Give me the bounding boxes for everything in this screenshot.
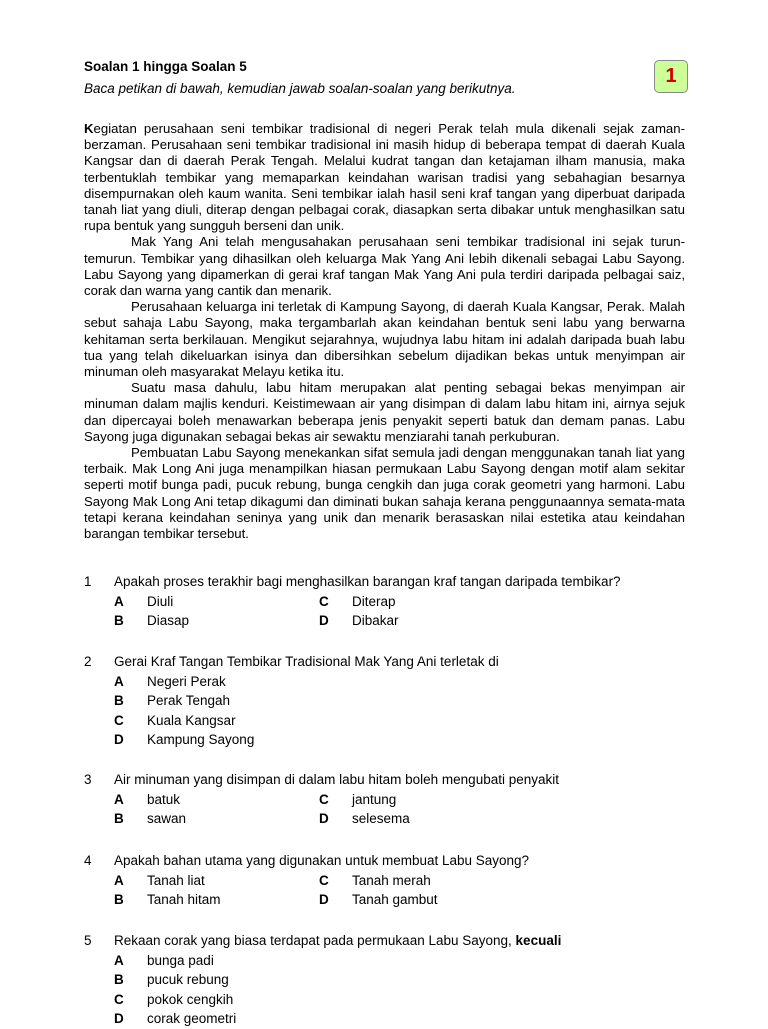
question-text: Apakah bahan utama yang digunakan untuk membuat Labu Sayong? bbox=[114, 853, 530, 869]
passage-paragraph-5: Pembuatan Labu Sayong menekankan sifat semula jadi dengan menggunakan tanah liat yang terbaik. Mak Long Ani juga menampilkan hiasan permukaan Labu Sayong dengan motif alam sekitar seperti motif bunga padi, pucuk rebung, bunga cengkih dan juga corak geometri yang harmoni. Labu Sayong Mak Long Ani tetap dikagumi dan diminati bukan sahaja kerana penggunaannya semata-mata tetapi kerana keindahan seninya yang unik dan menarik berasaskan nilai estetika atau keindahan barangan tembikar tersebut. bbox=[84, 445, 685, 542]
option-d[interactable]: D Dibakar bbox=[319, 613, 399, 629]
section-title: Soalan 1 hingga Soalan 5 bbox=[84, 59, 247, 74]
question-number: 2 bbox=[84, 654, 92, 670]
option-c[interactable]: C Kuala Kangsar bbox=[114, 712, 236, 728]
instruction-text: Baca petikan di bawah, kemudian jawab soalan-soalan yang berikutnya. bbox=[84, 81, 516, 96]
drop-cap: K bbox=[84, 121, 94, 136]
question-text: Apakah proses terakhir bagi menghasilkan barangan kraf tangan daripada tembikar? bbox=[114, 574, 621, 590]
option-b[interactable]: B pucuk rebung bbox=[114, 972, 229, 988]
question-text: Gerai Kraf Tangan Tembikar Tradisional Mak Yang Ani terletak di bbox=[114, 654, 499, 670]
passage-paragraph-1 bbox=[84, 121, 685, 234]
option-a[interactable]: A batuk bbox=[114, 791, 181, 807]
question-3 bbox=[84, 770, 704, 829]
passage-paragraph-4: Suatu masa dahulu, labu hitam merupakan alat penting sebagai bekas menyimpan air minuman dalam majlis kenduri. Keistimewaan air yang disimpan di dalam labu hitam ini, airnya sejuk dan dipercayai boleh menawarkan beberapa jenis penyakit seperti batuk dan demam panas. Labu Sayong juga digunakan sebagai bekas air sewaktu menziarahi tanah perkuburan. bbox=[84, 380, 685, 444]
option-a[interactable]: A bunga padi bbox=[114, 952, 214, 968]
passage-paragraph-3: Perusahaan keluarga ini terletak di Kampung Sayong, di daerah Kuala Kangsar, Perak. Malah sebut sahaja Labu Sayong, maka tergambarlah akan keindahan bentuk seni labu yang berwarna kehitaman serta berkilauan. Mengikut sejarahnya, wujudnya labu hitam ini adalah daripada buah labu tua yang telah dikeluarkan isinya dan dibersihkan sebelum dijadikan bekas untuk menyimpan air minuman oleh masyarakat Melayu ketika itu. bbox=[84, 299, 685, 380]
question-5 bbox=[84, 931, 704, 1029]
option-c[interactable]: C Tanah merah bbox=[319, 872, 431, 888]
passage-paragraph-2: Mak Yang Ani telah mengusahakan perusahaan seni tembikar tradisional ini sejak turun-temurun. Tembikar yang dihasilkan oleh keluarga Mak Yang Ani lebih dikenali sebagai Labu Sayong. Labu Sayong yang dipamerkan di gerai kraf tangan Mak Yang Ani pula terdiri daripada pelbagai saiz, corak dan warna yang cantik dan menarik. bbox=[84, 234, 685, 299]
question-number: 1 bbox=[84, 574, 92, 590]
option-a[interactable]: A Diuli bbox=[114, 593, 174, 609]
option-b[interactable]: B Diasap bbox=[114, 613, 190, 629]
option-b[interactable]: B sawan bbox=[114, 811, 187, 827]
paragraph-text: egiatan perusahaan seni tembikar tradisional di negeri Perak telah mula dikenali sejak zaman-berzaman. Perusahaan seni tembikar tradisional ini masih hidup di beberapa tempat di daerah Kuala Kangsar dan di daerah Perak Tengah. Melalui kudrat tangan dan ketajaman ilham manusia, maka terbentuklah tembikar yang memaparkan keindahan warisan tradisi yang sebahagian besarnya disempurnakan oleh kaum wanita. Seni tembikar ialah hasil seni kraf tangan yang diperbuat daripada tanah liat yang diuli, diterap dengan pelbagai corak, diasapkan serta dibakar untuk menghasilkan satu rupa bentuk yang sungguh berseni dan unik. bbox=[84, 121, 685, 234]
question-4 bbox=[84, 851, 704, 910]
question-text: Rekaan corak yang biasa terdapat pada permukaan Labu Sayong, kecuali bbox=[114, 933, 562, 949]
reading-passage bbox=[84, 121, 685, 542]
option-d[interactable]: D Tanah gambut bbox=[319, 892, 438, 908]
option-d[interactable]: D corak geometri bbox=[114, 1011, 237, 1027]
option-a[interactable]: A Negeri Perak bbox=[114, 673, 226, 689]
option-b[interactable]: B Perak Tengah bbox=[114, 693, 231, 709]
option-b[interactable]: B Tanah hitam bbox=[114, 892, 221, 908]
emphasis-text: kecuali bbox=[515, 933, 562, 949]
question-number: 5 bbox=[84, 933, 92, 949]
page-number-badge: 1 bbox=[654, 60, 688, 93]
option-c[interactable]: C jantung bbox=[319, 791, 397, 807]
option-d[interactable]: D Kampung Sayong bbox=[114, 732, 255, 748]
question-1 bbox=[84, 572, 704, 631]
option-d[interactable]: D selesema bbox=[319, 811, 410, 827]
question-text: Air minuman yang disimpan di dalam labu hitam boleh mengubati penyakit bbox=[114, 772, 559, 788]
option-c[interactable]: C pokok cengkih bbox=[114, 991, 234, 1007]
option-a[interactable]: A Tanah liat bbox=[114, 872, 205, 888]
option-c[interactable]: C Diterap bbox=[319, 593, 396, 609]
question-2 bbox=[84, 652, 704, 750]
question-number: 4 bbox=[84, 853, 92, 869]
question-number: 3 bbox=[84, 772, 92, 788]
